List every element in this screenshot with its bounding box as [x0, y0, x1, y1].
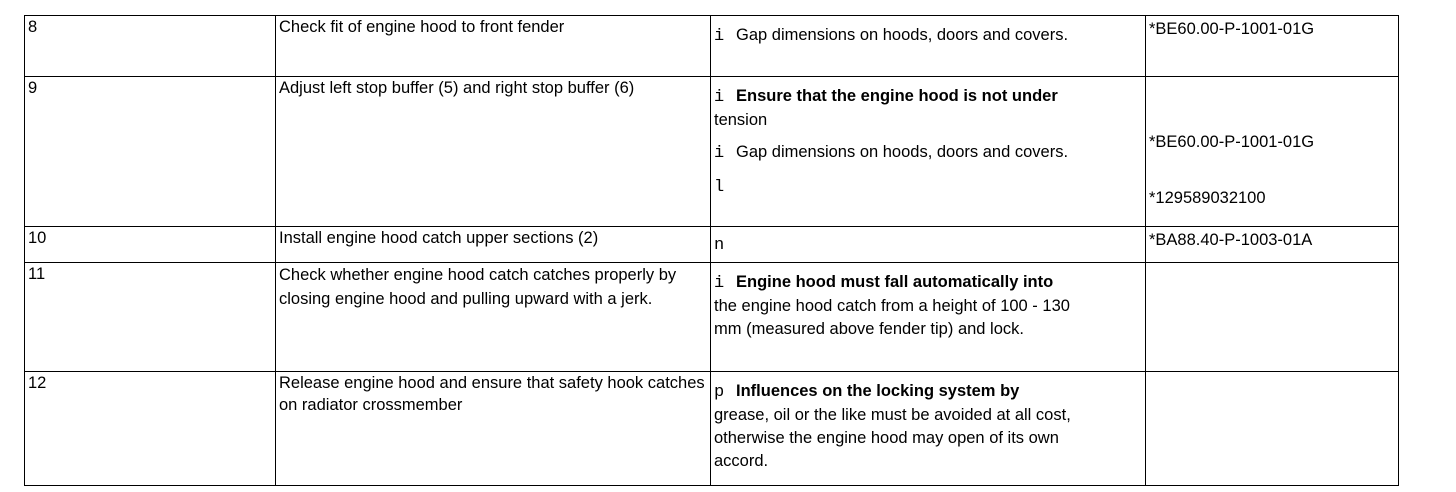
- step-action: Adjust left stop buffer (5) and right stop buffer (6): [276, 77, 711, 227]
- note-item: [714, 380, 1094, 473]
- step-references: [1146, 16, 1399, 77]
- table-row: [25, 16, 1399, 77]
- note-item: [714, 233, 1094, 257]
- note-text: the engine hood catch from a height of 100 - 130 mm (measured above fender tip) and lock.: [714, 297, 1070, 338]
- step-notes: [711, 227, 1146, 263]
- step-action: Check whether engine hood catch catches properly by closing engine hood and pulling upward with a jerk.: [276, 263, 711, 372]
- document-reference-link[interactable]: *BE60.00-P-1001-01G: [1149, 20, 1315, 38]
- document-reference-link[interactable]: *BA88.40-P-1003-01A: [1149, 231, 1313, 249]
- note-text: Gap dimensions on hoods, doors and covers.: [736, 26, 1069, 44]
- tool-icon: l: [714, 178, 725, 197]
- info-icon: i: [714, 27, 725, 46]
- note-item: [714, 175, 1094, 199]
- step-notes: [711, 16, 1146, 77]
- step-action: Install engine hood catch upper sections (2): [276, 227, 711, 263]
- note-text: tension: [714, 111, 768, 129]
- tool-reference-link[interactable]: *129589032100: [1149, 189, 1266, 207]
- step-references: [1146, 77, 1399, 227]
- info-icon: i: [714, 88, 725, 107]
- work-steps-table: [24, 15, 1399, 486]
- step-number: 10: [25, 227, 276, 263]
- step-references: [1146, 227, 1399, 263]
- note-lead-text: Engine hood must fall automatically into: [736, 273, 1054, 291]
- step-action: Check fit of engine hood to front fender: [276, 16, 711, 77]
- step-number: 8: [25, 16, 276, 77]
- note-text: Gap dimensions on hoods, doors and covers.: [736, 143, 1069, 161]
- note-item: [714, 24, 1094, 48]
- step-number: 12: [25, 372, 276, 486]
- note-item: [714, 271, 1094, 341]
- table-row: [25, 227, 1399, 263]
- step-number: 9: [25, 77, 276, 227]
- table-row: [25, 372, 1399, 486]
- step-number: 11: [25, 263, 276, 372]
- step-action: Release engine hood and ensure that safety hook catches on radiator crossmember: [276, 372, 711, 486]
- step-notes: [711, 372, 1146, 486]
- document-reference-link[interactable]: *BE60.00-P-1001-01G: [1149, 133, 1315, 151]
- step-notes: [711, 263, 1146, 372]
- note-item: [714, 141, 1094, 165]
- table-row: [25, 77, 1399, 227]
- note-text: grease, oil or the like must be avoided at all cost, otherwise the engine hood may open of its own accord.: [714, 406, 1071, 470]
- info-icon: i: [714, 274, 725, 293]
- step-references: [1146, 372, 1399, 486]
- note-lead-text: Ensure that the engine hood is not under: [736, 87, 1058, 105]
- step-references: [1146, 263, 1399, 372]
- torque-icon: n: [714, 236, 725, 255]
- note-lead-text: Influences on the locking system by: [736, 382, 1020, 400]
- info-icon: i: [714, 144, 725, 163]
- note-item: [714, 85, 1094, 131]
- table-row: [25, 263, 1399, 372]
- step-notes: [711, 77, 1146, 227]
- warning-icon: p: [714, 383, 725, 402]
